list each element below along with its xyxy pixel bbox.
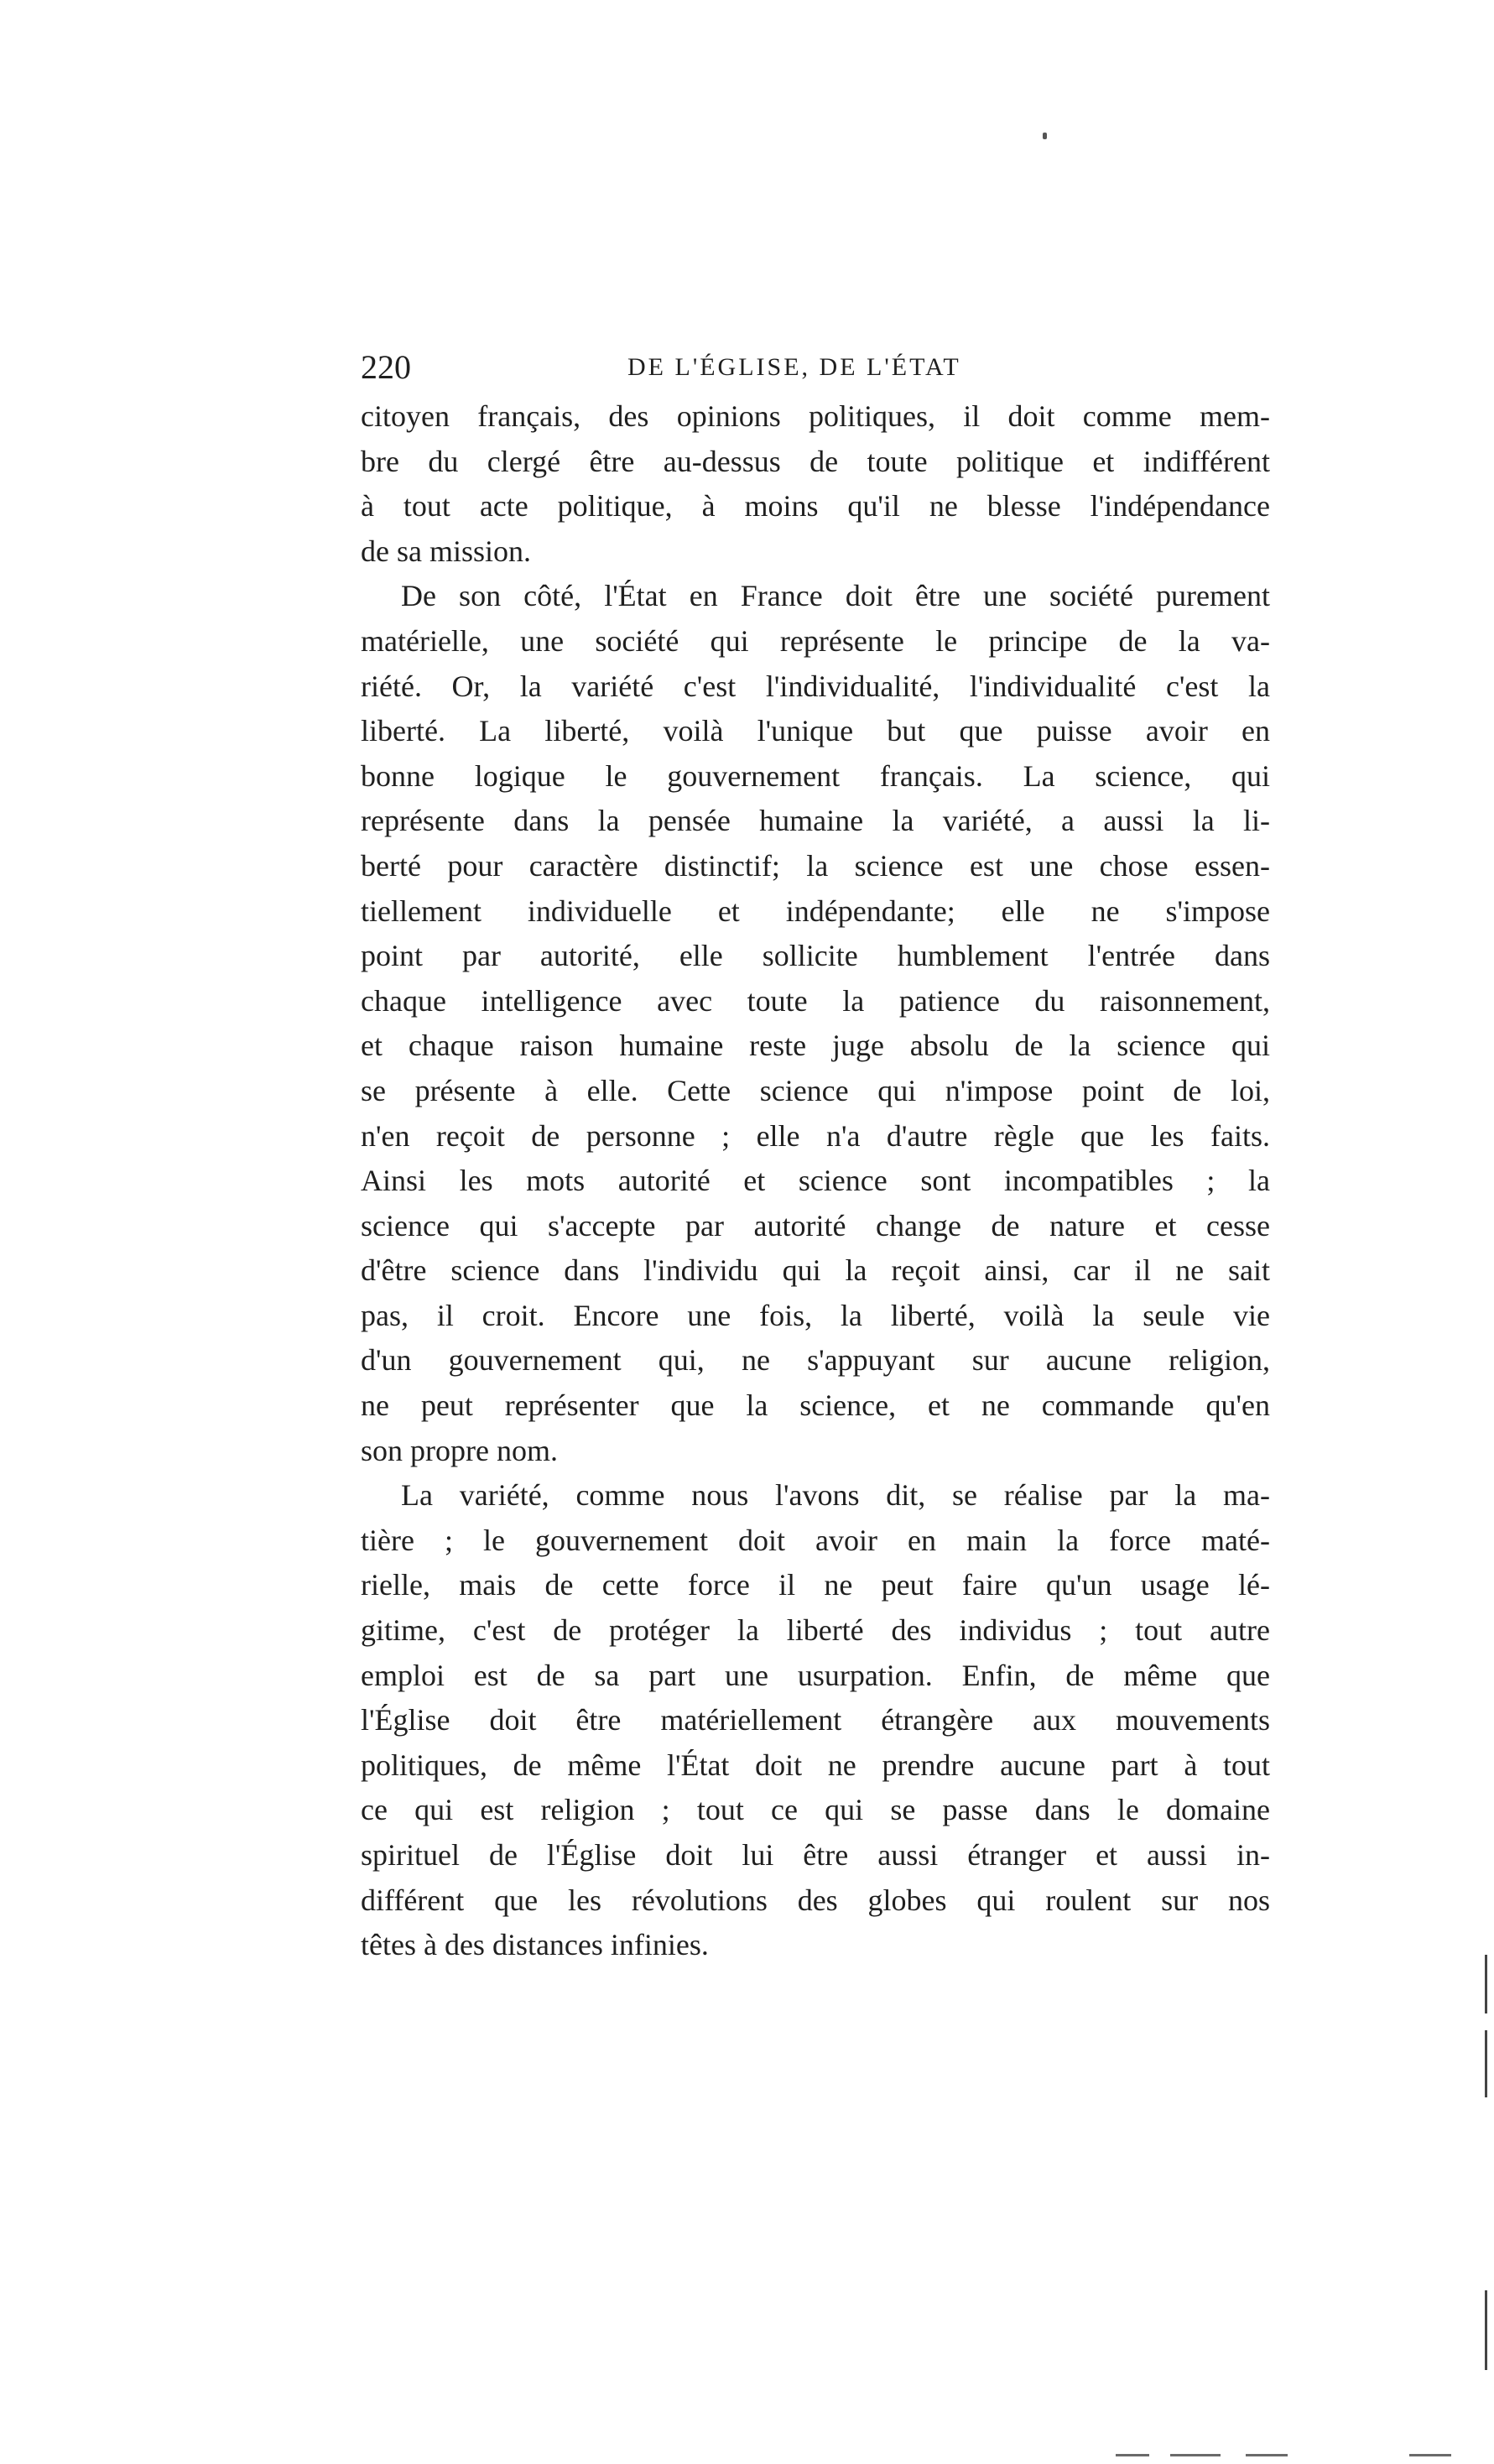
text-line: rielle, mais de cette force il ne peut faire qu'un usage lé-	[361, 1568, 1270, 1602]
text-line: Ainsi les mots autorité et science sont incompatibles ; la	[361, 1164, 1270, 1198]
text-line: différent que les révolutions des globes qui roulent sur nos	[361, 1883, 1270, 1917]
paragraph	[361, 1473, 1270, 1968]
text-line: citoyen français, des opinions politiques, il doit comme mem-	[361, 399, 1270, 433]
text-line: et chaque raison humaine reste juge absolu de la science qui	[361, 1029, 1270, 1063]
text-line: politiques, de même l'État doit ne prendre aucune part à tout	[361, 1748, 1270, 1782]
text-line: à tout acte politique, à moins qu'il ne blesse l'indépendance	[361, 489, 1270, 524]
ink-speck	[1043, 133, 1047, 139]
text-line: tière ; le gouvernement doit avoir en main la force maté-	[361, 1523, 1270, 1557]
text-line: De son côté, l'État en France doit être une société purement	[401, 579, 1270, 613]
text-line: ne peut représenter que la science, et ne commande qu'en	[361, 1388, 1270, 1423]
paragraph	[361, 394, 1270, 574]
text-line: matérielle, une société qui représente le principe de la va-	[361, 623, 1270, 658]
scan-edge-mark	[1485, 2290, 1487, 2370]
text-line: se présente à elle. Cette science qui n'impose point de loi,	[361, 1073, 1270, 1107]
scan-footer-mark	[1116, 2454, 1149, 2456]
text-line: de sa mission.	[361, 534, 531, 568]
text-line: berté pour caractère distinctif; la science est une chose essen-	[361, 848, 1270, 883]
text-line: représente dans la pensée humaine la variété, a aussi la li-	[361, 804, 1270, 838]
text-line: gitime, c'est de protéger la liberté des individus ; tout autre	[361, 1613, 1270, 1648]
text-line: liberté. La liberté, voilà l'unique but que puisse avoir en	[361, 714, 1270, 748]
text-line: son propre nom.	[361, 1433, 558, 1467]
running-title: DE L'ÉGLISE, DE L'ÉTAT	[627, 353, 961, 381]
text-line: d'un gouvernement qui, ne s'appuyant sur aucune religion,	[361, 1343, 1270, 1378]
page-header	[361, 346, 1005, 389]
text-line: ce qui est religion ; tout ce qui se passe dans le domaine	[361, 1793, 1270, 1827]
scan-edge-mark	[1485, 2030, 1487, 2097]
text-line: pas, il croit. Encore une fois, la liberté, voilà la seule vie	[361, 1298, 1270, 1332]
text-line: têtes à des distances infinies.	[361, 1928, 709, 1962]
text-line: riété. Or, la variété c'est l'individualité, l'individualité c'est la	[361, 669, 1270, 703]
text-line: bre du clergé être au-dessus de toute politique et indifférent	[361, 444, 1270, 478]
scan-footer-mark	[1246, 2454, 1288, 2456]
body-text	[361, 394, 1270, 1968]
text-line: d'être science dans l'individu qui la reçoit ainsi, car il ne sait	[361, 1253, 1270, 1288]
text-line: science qui s'accepte par autorité change de nature et cesse	[361, 1208, 1270, 1242]
scan-footer-mark	[1170, 2454, 1221, 2456]
text-line: tiellement individuelle et indépendante; elle ne s'impose	[361, 893, 1270, 928]
text-line: bonne logique le gouvernement français. La science, qui	[361, 758, 1270, 793]
page-number: 220	[361, 348, 411, 386]
text-line: chaque intelligence avec toute la patience du raisonnement,	[361, 983, 1270, 1018]
scan-edge-mark	[1485, 1955, 1487, 2013]
text-line: n'en reçoit de personne ; elle n'a d'autre règle que les faits.	[361, 1118, 1270, 1153]
text-line: emploi est de sa part une usurpation. Enfin, de même que	[361, 1658, 1270, 1692]
text-line: point par autorité, elle sollicite humblement l'entrée dans	[361, 939, 1270, 973]
text-line: La variété, comme nous l'avons dit, se réalise par la ma-	[401, 1478, 1270, 1513]
text-line: spirituel de l'Église doit lui être aussi étranger et aussi in-	[361, 1838, 1270, 1872]
paragraph	[361, 574, 1270, 1473]
scan-footer-mark	[1409, 2454, 1451, 2456]
text-line: l'Église doit être matériellement étrangère aux mouvements	[361, 1703, 1270, 1737]
